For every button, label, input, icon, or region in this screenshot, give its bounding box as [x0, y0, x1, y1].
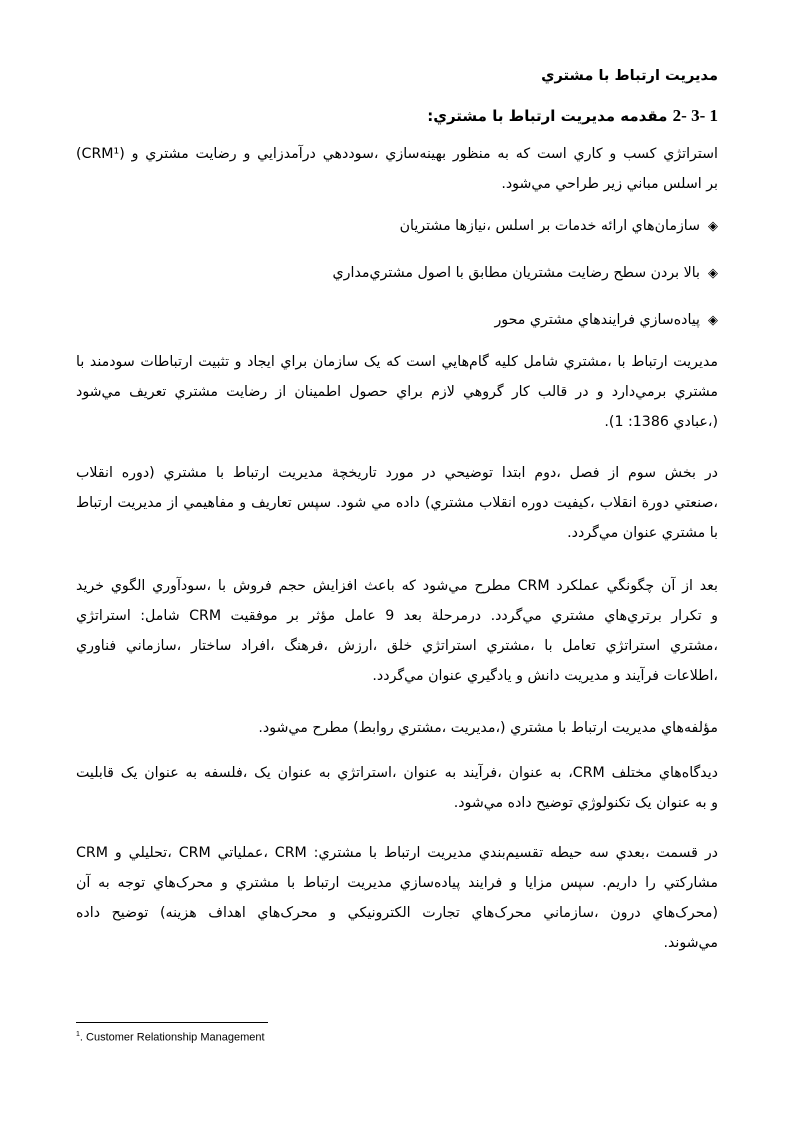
- paragraph-line: در بخش سوم از فصل ،دوم ابتدا توضيحي در مورد تاريخچة مديريت ارتباط با مشتري (دوره انقلاب: [76, 465, 718, 481]
- paragraph-line: (CRM¹) استراتژي كسب و كاري است كه به منظور بهينه‌سازي ،سوددهي درآمدزايي و رضايت مشتري و: [76, 146, 718, 162]
- paragraph: [76, 843, 718, 963]
- paragraph: [76, 463, 718, 553]
- section-title: مديريت ارتباط با مشتري: [541, 67, 718, 84]
- paragraph-line: ،مشتري استراتژي تعامل با ،مشتري استراتژي خلق ،ارزش ،فرهنگ ،افراد ساختار ،سازماني فناوري: [76, 638, 718, 654]
- list-item: [76, 216, 718, 237]
- paragraph: [76, 718, 718, 742]
- paragraph-line: مشتري برمي‌دارد و در قالب كار گروهي لازم براي حصول اطمينان از رضايت مشتري تعريف مي‌شود: [76, 384, 718, 400]
- paragraph-line: و تكرار برتري‌هاي مشتري مي‌گردد. درمرحلة بعد 9 عامل مؤثر بر موفقيت CRM شامل: استراتژي: [76, 608, 718, 624]
- paragraph-line: ،اطلاعات فرآيند و مديريت دانش و يادگيري عنوان مي‌گردد.: [372, 668, 718, 684]
- paragraph-line: مي‌شوند.: [663, 935, 718, 951]
- paragraph-line: (محرک‌هاي درون ،سازماني محرک‌هاي تجارت الكترونيكي و محرک‌هاي اهداف هزينه) توضيح داده: [76, 905, 718, 921]
- paragraph: [76, 576, 718, 696]
- bullet-list: [76, 216, 718, 336]
- paragraph-line: مشاركتي را داريم. سپس مزايا و فرايند پياده‌سازي مديريت ارتباط با مشتري و محرک‌هاي توجه به آن: [76, 875, 718, 891]
- paragraph-line: مؤلفه‌هاي مديريت ارتباط با مشتري (،مديريت ،مشتري روابط) مطرح مي‌شود.: [258, 720, 718, 736]
- subsection-heading: [76, 105, 718, 129]
- paragraph: [76, 352, 718, 442]
- paragraph-line: ،صنعتي دورة انقلاب ،كيفيت دوره انقلاب مشتري) داده مي شود. سپس تعاريف و مفاهيمي از مديريت ارتباط: [76, 495, 718, 511]
- paragraph-line: در قسمت ،بعدي سه حيطه تقسيم‌بندي مديريت ارتباط با مشتري: CRM ،عملياتي CRM ،تحليلي و CRM: [76, 845, 718, 861]
- section-heading: [76, 66, 718, 88]
- paragraph-line: و به عنوان يک تكنولوژي توضيح داده مي‌شود.: [453, 795, 718, 811]
- paragraph-line: بر اسلس مباني زير طراحي مي‌شود.: [501, 176, 718, 192]
- list-item: [76, 310, 718, 331]
- footnote-marker: 1: [76, 1031, 80, 1038]
- footnote-text: . Customer Relationship Management: [79, 1031, 265, 1044]
- diamond-bullet-icon: ◈: [708, 219, 718, 234]
- footnote-separator: [76, 1022, 268, 1023]
- paragraph-line: با مشتري عنوان مي‌گردد.: [567, 525, 718, 541]
- list-item-text: سازمان‌هاي ارائه خدمات بر اسلس ،نيازها مشتريان: [399, 218, 700, 234]
- footnote: [76, 1031, 265, 1044]
- paragraph-line: بعد از آن چگونگي عملكرد CRM مطرح مي‌شود كه باعث افزايش حجم فروش با ،سودآوري الگوي خريد: [76, 578, 718, 594]
- paragraph-line: ديدگاه‌هاي مختلف CRM، به عنوان ،فرآيند به عنوان ،استراتژي به عنوان يک ،فلسفه به عنوان يک قابليت: [76, 765, 718, 781]
- intro-paragraph: [76, 144, 718, 204]
- paragraph-line: (،عبادي 1386: 1).: [604, 414, 718, 430]
- list-item: [76, 263, 718, 284]
- subsection-number: 2- 3- 1: [672, 106, 718, 125]
- list-item-text: پياده‌سازي فرايندهاي مشتري محور: [494, 312, 700, 328]
- list-item-text: بالا بردن سطح رضايت مشتريان مطابق با اصول مشتري‌مداري: [332, 265, 700, 281]
- paragraph-line: مديريت ارتباط با ،مشتري شامل كليه گام‌هايي است كه يک سازمان براي ايجاد و تثبيت ارتباطات سودمند با: [76, 354, 718, 370]
- diamond-bullet-icon: ◈: [708, 266, 718, 281]
- diamond-bullet-icon: ◈: [708, 313, 718, 328]
- subsection-title: مقدمه مديريت ارتباط با مشتري:: [427, 107, 668, 125]
- paragraph: [76, 763, 718, 823]
